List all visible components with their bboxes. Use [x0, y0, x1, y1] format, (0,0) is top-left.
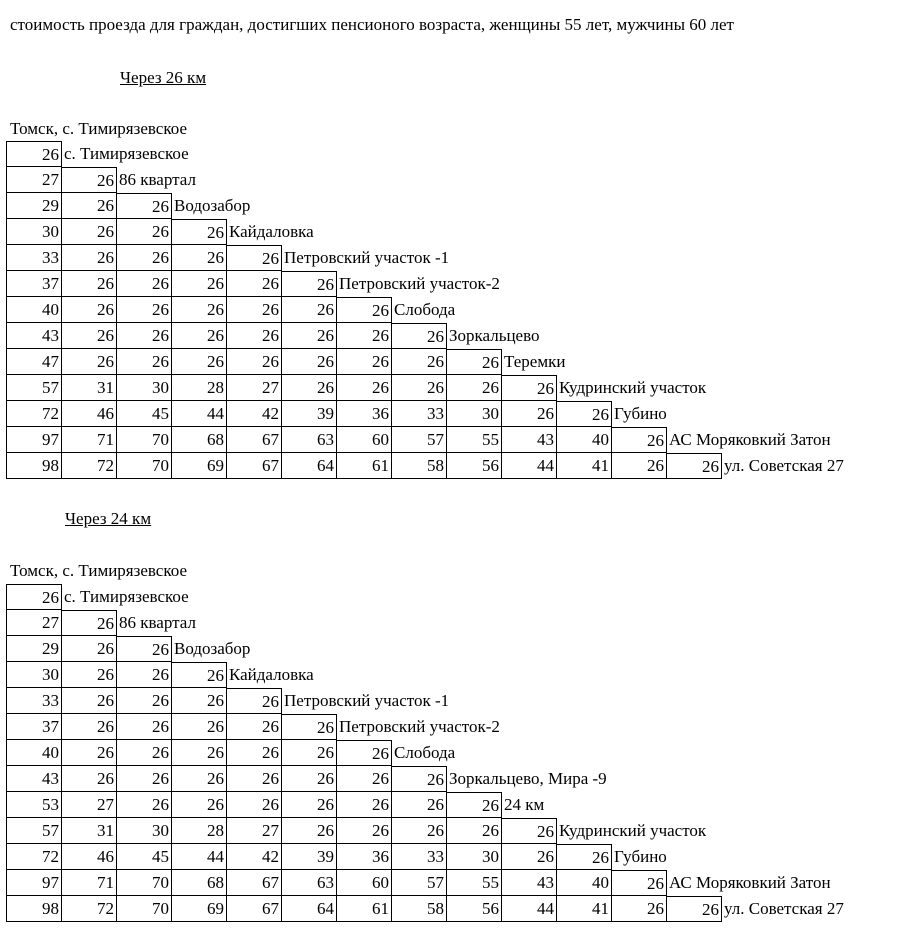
stop-name: Кайдаловка: [229, 222, 314, 241]
fare-cell: 26: [336, 375, 391, 401]
fare-cell: 61: [336, 896, 391, 922]
origin-label: Томск, с. Тимирязевское: [10, 561, 188, 580]
fare-cell: 26: [226, 245, 281, 271]
fare-cell: 40: [556, 427, 611, 453]
fare-cell: 68: [171, 870, 226, 896]
fare-cell: 44: [171, 401, 226, 427]
fare-cell: 26: [171, 297, 226, 323]
table-row: [6, 219, 911, 245]
fare-cell: 60: [336, 870, 391, 896]
table-row: [6, 167, 911, 193]
fare-cell: 26: [226, 714, 281, 740]
fare-cell: 26: [281, 323, 336, 349]
fare-cell: 26: [611, 896, 666, 922]
fare-cell: 26: [171, 766, 226, 792]
fare-cell: 44: [501, 453, 556, 479]
fare-cell: 26: [446, 818, 501, 844]
fare-cell: 39: [281, 844, 336, 870]
fare-cell: 26: [171, 740, 226, 766]
fare-cell: 26: [171, 688, 226, 714]
fare-cell: 39: [281, 401, 336, 427]
stop-name: Водозабор: [174, 639, 251, 658]
fare-cell: 26: [391, 792, 446, 818]
fare-cell: 26: [556, 844, 611, 870]
fare-cell: 57: [6, 375, 61, 401]
fare-cell: 26: [336, 323, 391, 349]
fare-cell: 40: [556, 870, 611, 896]
fare-cell: 69: [171, 453, 226, 479]
fare-cell: 26: [61, 349, 116, 375]
stop-name: Кудринский участок: [559, 821, 707, 840]
fare-cell: 33: [6, 245, 61, 271]
table-row: [6, 427, 911, 453]
fare-cell: 26: [116, 688, 171, 714]
fare-cell: 26: [171, 323, 226, 349]
fare-cell: 26: [116, 714, 171, 740]
fare-cell: 64: [281, 453, 336, 479]
stop-name: Теремки: [504, 352, 566, 371]
fare-cell: 26: [666, 453, 721, 479]
table-row: [6, 375, 911, 401]
fare-cell: 97: [6, 870, 61, 896]
fare-cell: 26: [116, 636, 171, 662]
fare-cell: 29: [6, 193, 61, 219]
fare-cell: 26: [446, 792, 501, 818]
stop-name: Губино: [614, 847, 667, 866]
fare-cell: 58: [391, 453, 446, 479]
stop-name: Слобода: [394, 300, 456, 319]
fare-cell: 26: [336, 740, 391, 766]
table-row: [6, 688, 911, 714]
fare-cell: 28: [171, 818, 226, 844]
table-row: [6, 453, 911, 479]
fare-cell: 26: [281, 818, 336, 844]
fare-cell: 30: [6, 219, 61, 245]
fare-cell: 27: [6, 610, 61, 636]
fare-cell: 26: [226, 349, 281, 375]
stop-name: Зоркальцево: [449, 326, 540, 345]
fare-cell: 27: [61, 792, 116, 818]
fare-cell: 26: [116, 792, 171, 818]
fare-cell: 45: [116, 401, 171, 427]
fare-cell: 26: [61, 766, 116, 792]
fare-cell: 26: [281, 714, 336, 740]
fare-cell: 71: [61, 870, 116, 896]
table-row: [6, 193, 911, 219]
fare-cell: 26: [281, 349, 336, 375]
fare-cell: 56: [446, 896, 501, 922]
fare-cell: 26: [61, 636, 116, 662]
fare-cell: 72: [6, 844, 61, 870]
fare-cell: 26: [61, 245, 116, 271]
fare-cell: 42: [226, 401, 281, 427]
table-row: [6, 896, 911, 922]
fare-cell: 26: [611, 870, 666, 896]
fare-cell: 27: [226, 375, 281, 401]
fare-cell: 26: [171, 245, 226, 271]
fare-cell: 36: [336, 401, 391, 427]
fare-cell: 68: [171, 427, 226, 453]
table-row: [6, 792, 911, 818]
stop-name: ул. Советская 27: [724, 899, 844, 918]
stop-name: Слобода: [394, 743, 456, 762]
fare-cell: 67: [226, 427, 281, 453]
fare-cell: 41: [556, 453, 611, 479]
fare-cell: 26: [391, 766, 446, 792]
fare-cell: 27: [6, 167, 61, 193]
fare-cell: 44: [171, 844, 226, 870]
fare-cell: 44: [501, 896, 556, 922]
stop-name: Петровский участок-2: [339, 717, 500, 736]
fare-cell: 71: [61, 427, 116, 453]
fare-cell: 28: [171, 375, 226, 401]
fare-cell: 26: [336, 297, 391, 323]
fare-cell: 26: [336, 766, 391, 792]
origin-label: Томск, с. Тимирязевское: [10, 119, 188, 138]
section-title: Через 26 км: [120, 68, 207, 87]
fare-cell: 53: [6, 792, 61, 818]
fare-cell: 63: [281, 427, 336, 453]
fare-cell: 26: [446, 349, 501, 375]
fare-cell: 26: [391, 349, 446, 375]
fare-cell: 26: [171, 714, 226, 740]
fare-cell: 33: [391, 844, 446, 870]
stop-name: с. Тимирязевское: [64, 587, 189, 606]
fare-cell: 37: [6, 714, 61, 740]
fare-cell: 26: [501, 818, 556, 844]
fare-cell: 26: [171, 792, 226, 818]
fare-cell: 26: [116, 740, 171, 766]
fare-cell: 30: [6, 662, 61, 688]
fare-cell: 72: [61, 453, 116, 479]
page-header: стоимость проезда для граждан, достигших пенсионого возраста, женщины 55 лет, мужчины 60 лет: [10, 15, 734, 34]
fare-cell: 26: [226, 792, 281, 818]
stop-name: АС Моряковкий Затон: [669, 430, 831, 449]
fare-cell: 26: [61, 688, 116, 714]
stop-name: 24 км: [504, 795, 545, 814]
fare-cell: 72: [6, 401, 61, 427]
fare-cell: 26: [171, 271, 226, 297]
stop-name: Кайдаловка: [229, 665, 314, 684]
fare-cell: 26: [391, 375, 446, 401]
fare-cell: 26: [61, 610, 116, 636]
table-row: [6, 349, 911, 375]
fare-cell: 26: [281, 740, 336, 766]
fare-cell: 33: [391, 401, 446, 427]
fare-cell: 40: [6, 740, 61, 766]
table-row: [6, 245, 911, 271]
fare-cell: 26: [116, 245, 171, 271]
stop-name: Водозабор: [174, 196, 251, 215]
stop-name: АС Моряковкий Затон: [669, 873, 831, 892]
fare-cell: 30: [446, 844, 501, 870]
stop-name: Губино: [614, 404, 667, 423]
fare-cell: 26: [226, 323, 281, 349]
fare-cell: 26: [501, 375, 556, 401]
table-row: [6, 870, 911, 896]
fare-cell: 26: [6, 141, 61, 167]
fare-cell: 43: [6, 323, 61, 349]
fare-cell: 26: [171, 662, 226, 688]
table-row: [6, 323, 911, 349]
fare-cell: 43: [501, 870, 556, 896]
fare-cell: 26: [61, 167, 116, 193]
fare-cell: 55: [446, 427, 501, 453]
fare-cell: 37: [6, 271, 61, 297]
fare-cell: 26: [171, 349, 226, 375]
fare-cell: 46: [61, 401, 116, 427]
fare-cell: 70: [116, 427, 171, 453]
fare-cell: 26: [116, 297, 171, 323]
fare-cell: 72: [61, 896, 116, 922]
fare-cell: 40: [6, 297, 61, 323]
fare-cell: 26: [226, 766, 281, 792]
fare-cell: 26: [226, 740, 281, 766]
stop-name: Зоркальцево, Мира -9: [449, 769, 607, 788]
fare-cell: 26: [336, 792, 391, 818]
fare-cell: 26: [391, 323, 446, 349]
fare-cell: 45: [116, 844, 171, 870]
fare-cell: 43: [501, 427, 556, 453]
fare-cell: 30: [116, 375, 171, 401]
fare-cell: 70: [116, 870, 171, 896]
fare-cell: 47: [6, 349, 61, 375]
fare-cell: 70: [116, 896, 171, 922]
stop-name: 86 квартал: [119, 613, 196, 632]
fare-cell: 26: [446, 375, 501, 401]
fare-cell: 26: [61, 714, 116, 740]
fare-cell: 30: [446, 401, 501, 427]
fare-cell: 26: [226, 297, 281, 323]
fare-cell: 26: [226, 688, 281, 714]
table-row: [6, 271, 911, 297]
table-row: [6, 141, 911, 167]
table-row: [6, 766, 911, 792]
fare-cell: 26: [391, 818, 446, 844]
fare-cell: 56: [446, 453, 501, 479]
fare-cell: 26: [61, 740, 116, 766]
fare-cell: 26: [556, 401, 611, 427]
table-row: [6, 584, 911, 610]
fare-cell: 26: [116, 193, 171, 219]
stop-name: Петровский участок -1: [284, 248, 450, 267]
fare-cell: 98: [6, 453, 61, 479]
fare-cell: 67: [226, 453, 281, 479]
table-row: [6, 740, 911, 766]
stop-name: Петровский участок-2: [339, 274, 500, 293]
fare-cell: 26: [61, 323, 116, 349]
fare-cell: 26: [116, 766, 171, 792]
fare-cell: 26: [61, 297, 116, 323]
fare-cell: 58: [391, 896, 446, 922]
fare-cell: 36: [336, 844, 391, 870]
stop-name: ул. Советская 27: [724, 456, 844, 475]
fare-cell: 57: [391, 870, 446, 896]
fare-cell: 61: [336, 453, 391, 479]
fare-cell: 67: [226, 896, 281, 922]
fare-cell: 26: [281, 297, 336, 323]
fare-cell: 57: [6, 818, 61, 844]
fare-cell: 31: [61, 375, 116, 401]
fare-cell: 26: [666, 896, 721, 922]
fare-cell: 55: [446, 870, 501, 896]
fare-cell: 60: [336, 427, 391, 453]
fare-cell: 26: [281, 375, 336, 401]
fare-cell: 98: [6, 896, 61, 922]
fare-cell: 97: [6, 427, 61, 453]
fare-cell: 26: [116, 349, 171, 375]
fare-cell: 26: [61, 219, 116, 245]
fare-cell: 26: [336, 818, 391, 844]
fare-cell: 26: [61, 271, 116, 297]
table-row: [6, 714, 911, 740]
fare-cell: 30: [116, 818, 171, 844]
fare-cell: 29: [6, 636, 61, 662]
fare-cell: 67: [226, 870, 281, 896]
fare-cell: 46: [61, 844, 116, 870]
fare-cell: 26: [611, 453, 666, 479]
fare-cell: 70: [116, 453, 171, 479]
fare-cell: 41: [556, 896, 611, 922]
fare-cell: 26: [61, 193, 116, 219]
fare-cell: 26: [611, 427, 666, 453]
fare-cell: 26: [61, 662, 116, 688]
fare-cell: 26: [226, 271, 281, 297]
fare-cell: 27: [226, 818, 281, 844]
fare-cell: 69: [171, 896, 226, 922]
table-row: [6, 401, 911, 427]
fare-cell: 26: [281, 271, 336, 297]
fare-cell: 26: [116, 219, 171, 245]
fare-cell: 26: [501, 401, 556, 427]
fare-cell: 43: [6, 766, 61, 792]
fare-cell: 26: [501, 844, 556, 870]
fare-cell: 33: [6, 688, 61, 714]
stop-name: 86 квартал: [119, 170, 196, 189]
fare-cell: 31: [61, 818, 116, 844]
stop-name: Петровский участок -1: [284, 691, 450, 710]
section-title: Через 24 км: [65, 509, 152, 528]
fare-cell: 26: [281, 792, 336, 818]
table-row: [6, 636, 911, 662]
fare-cell: 26: [116, 271, 171, 297]
stop-name: с. Тимирязевское: [64, 144, 189, 163]
table-row: [6, 610, 911, 636]
fare-cell: 63: [281, 870, 336, 896]
fare-cell: 26: [281, 766, 336, 792]
table-row: [6, 818, 911, 844]
table-row: [6, 297, 911, 323]
fare-cell: 26: [171, 219, 226, 245]
table-row: [6, 662, 911, 688]
fare-cell: 42: [226, 844, 281, 870]
fare-cell: 26: [6, 584, 61, 610]
fare-cell: 26: [116, 662, 171, 688]
fare-cell: 57: [391, 427, 446, 453]
fare-cell: 26: [336, 349, 391, 375]
fare-cell: 26: [116, 323, 171, 349]
table-row: [6, 844, 911, 870]
fare-cell: 64: [281, 896, 336, 922]
stop-name: Кудринский участок: [559, 378, 707, 397]
